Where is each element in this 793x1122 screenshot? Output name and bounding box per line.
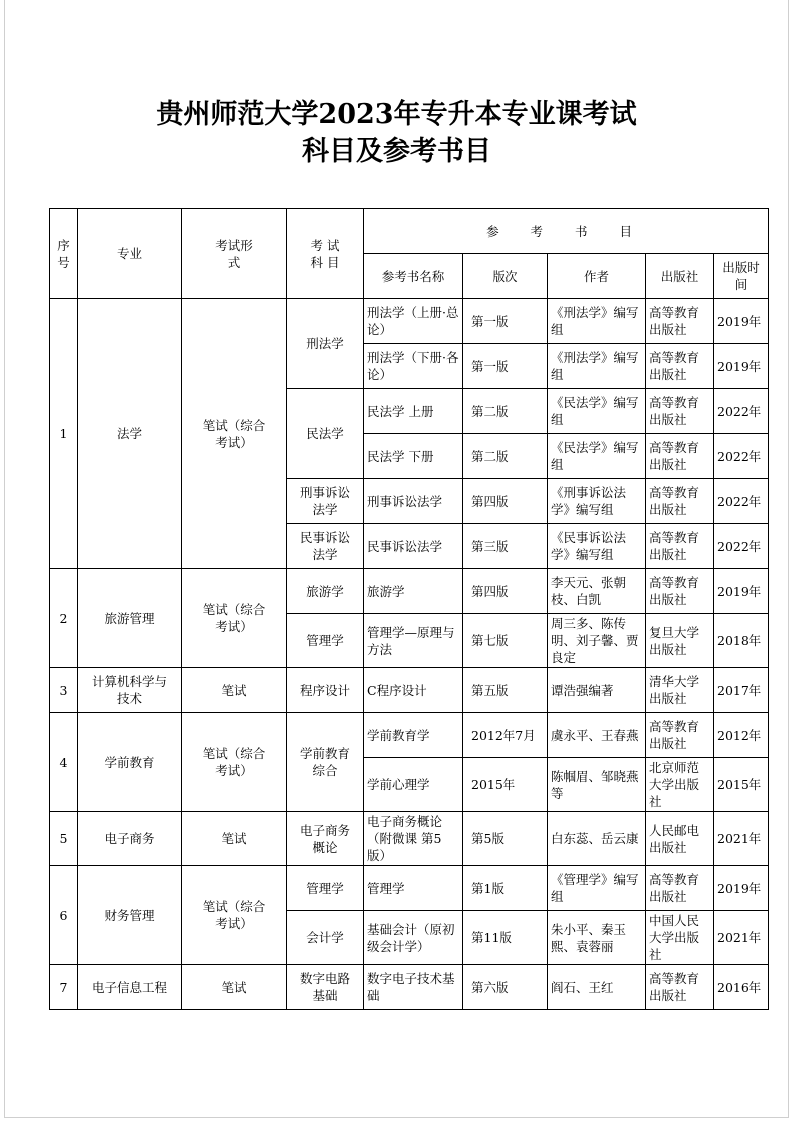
table-row xyxy=(50,965,769,1010)
pub-time-cell: 2019年 xyxy=(714,299,769,344)
exam-form-cell: 笔试 xyxy=(182,965,287,1010)
major-cell: 学前教育 xyxy=(78,713,182,812)
seq-cell: 6 xyxy=(50,866,78,965)
publisher-cell: 高等教育出版社 xyxy=(646,344,714,389)
book-name-cell: 电子商务概论（附微课 第5版） xyxy=(364,812,463,866)
book-name-cell: 学前教育学 xyxy=(364,713,463,758)
exam-form-cell: 笔试 xyxy=(182,812,287,866)
edition-cell: 第七版 xyxy=(463,614,548,668)
pub-time-cell: 2019年 xyxy=(714,344,769,389)
header-book-name: 参考书名称 xyxy=(364,254,463,299)
seq-cell: 1 xyxy=(50,299,78,569)
book-name-cell: 基础会计（原初级会计学） xyxy=(364,911,463,965)
table-row xyxy=(50,812,769,866)
header-pub-time: 出版时间 xyxy=(714,254,769,299)
header-exam-form: 考试形式 xyxy=(182,209,287,299)
exam-subject-cell: 学前教育综合 xyxy=(287,713,364,812)
pub-time-cell: 2021年 xyxy=(714,812,769,866)
pub-time-cell: 2022年 xyxy=(714,389,769,434)
exam-subject-cell: 电子商务概论 xyxy=(287,812,364,866)
author-cell: 《民事诉讼法学》编写组 xyxy=(548,524,646,569)
author-cell: 虞永平、王春燕 xyxy=(548,713,646,758)
author-cell: 《民法学》编写组 xyxy=(548,434,646,479)
exam-subject-cell: 数字电路基础 xyxy=(287,965,364,1010)
major-cell: 法学 xyxy=(78,299,182,569)
title-line-2: 科目及参考书目 xyxy=(302,136,491,167)
edition-cell: 2015年 xyxy=(463,758,548,812)
page-title xyxy=(0,96,793,170)
exam-form-cell: 笔试（综合考试） xyxy=(182,299,287,569)
publisher-cell: 高等教育出版社 xyxy=(646,524,714,569)
exam-form-cell: 笔试（综合考试） xyxy=(182,569,287,668)
major-cell: 电子信息工程 xyxy=(78,965,182,1010)
table-row xyxy=(50,713,769,758)
book-name-cell: 旅游学 xyxy=(364,569,463,614)
edition-cell: 第5版 xyxy=(463,812,548,866)
publisher-cell: 清华大学出版社 xyxy=(646,668,714,713)
edition-cell: 第三版 xyxy=(463,524,548,569)
publisher-cell: 高等教育出版社 xyxy=(646,434,714,479)
book-name-cell: 刑事诉讼法学 xyxy=(364,479,463,524)
exam-subject-cell: 民法学 xyxy=(287,389,364,479)
edition-cell: 第四版 xyxy=(463,479,548,524)
seq-cell: 4 xyxy=(50,713,78,812)
seq-cell: 3 xyxy=(50,668,78,713)
edition-cell: 第六版 xyxy=(463,965,548,1010)
header-edition: 版次 xyxy=(463,254,548,299)
publisher-cell: 高等教育出版社 xyxy=(646,713,714,758)
book-name-cell: 民法学 下册 xyxy=(364,434,463,479)
publisher-cell: 中国人民大学出版社 xyxy=(646,911,714,965)
major-cell: 计算机科学与技术 xyxy=(78,668,182,713)
major-cell: 电子商务 xyxy=(78,812,182,866)
table-row xyxy=(50,299,769,344)
pub-time-cell: 2022年 xyxy=(714,479,769,524)
pub-time-cell: 2019年 xyxy=(714,569,769,614)
exam-subject-cell: 管理学 xyxy=(287,614,364,668)
exam-subject-cell: 旅游学 xyxy=(287,569,364,614)
publisher-cell: 高等教育出版社 xyxy=(646,479,714,524)
book-name-cell: 刑法学（下册·各论） xyxy=(364,344,463,389)
publisher-cell: 复旦大学出版社 xyxy=(646,614,714,668)
exam-form-cell: 笔试（综合考试） xyxy=(182,866,287,965)
publisher-cell: 高等教育出版社 xyxy=(646,389,714,434)
book-name-cell: 数字电子技术基础 xyxy=(364,965,463,1010)
edition-cell: 第二版 xyxy=(463,389,548,434)
publisher-cell: 高等教育出版社 xyxy=(646,965,714,1010)
book-name-cell: 民法学 上册 xyxy=(364,389,463,434)
exam-subject-cell: 程序设计 xyxy=(287,668,364,713)
seq-cell: 5 xyxy=(50,812,78,866)
book-name-cell: 管理学 xyxy=(364,866,463,911)
author-cell: 陈帼眉、邹晓燕等 xyxy=(548,758,646,812)
header-publisher: 出版社 xyxy=(646,254,714,299)
book-name-cell: C程序设计 xyxy=(364,668,463,713)
exam-subject-cell: 管理学 xyxy=(287,866,364,911)
book-name-cell: 民事诉讼法学 xyxy=(364,524,463,569)
pub-time-cell: 2016年 xyxy=(714,965,769,1010)
author-cell: 《刑事诉讼法学》编写组 xyxy=(548,479,646,524)
exam-subject-cell: 刑法学 xyxy=(287,299,364,389)
book-name-cell: 学前心理学 xyxy=(364,758,463,812)
table-row xyxy=(50,569,769,614)
author-cell: 《管理学》编写组 xyxy=(548,866,646,911)
author-cell: 周三多、陈传明、刘子馨、贾良定 xyxy=(548,614,646,668)
publisher-cell: 人民邮电出版社 xyxy=(646,812,714,866)
exam-subject-cell: 会计学 xyxy=(287,911,364,965)
author-cell: 谭浩强编著 xyxy=(548,668,646,713)
author-cell: 《民法学》编写组 xyxy=(548,389,646,434)
author-cell: 阎石、王红 xyxy=(548,965,646,1010)
exam-form-cell: 笔试 xyxy=(182,668,287,713)
seq-cell: 7 xyxy=(50,965,78,1010)
table-row xyxy=(50,866,769,911)
header-row-1 xyxy=(50,209,769,254)
seq-cell: 2 xyxy=(50,569,78,668)
author-cell: 《刑法学》编写组 xyxy=(548,344,646,389)
pub-time-cell: 2022年 xyxy=(714,434,769,479)
edition-cell: 第一版 xyxy=(463,344,548,389)
edition-cell: 第五版 xyxy=(463,668,548,713)
exam-form-cell: 笔试（综合考试） xyxy=(182,713,287,812)
table-row xyxy=(50,668,769,713)
exam-subject-cell: 刑事诉讼法学 xyxy=(287,479,364,524)
header-exam-subject: 考 试 科 目 xyxy=(287,209,364,299)
author-cell: 李天元、张朝枝、白凯 xyxy=(548,569,646,614)
edition-cell: 2012年7月 xyxy=(463,713,548,758)
pub-time-cell: 2018年 xyxy=(714,614,769,668)
book-name-cell: 刑法学（上册·总论） xyxy=(364,299,463,344)
reference-book-table xyxy=(49,208,769,1010)
author-cell: 白东蕊、岳云康 xyxy=(548,812,646,866)
publisher-cell: 高等教育出版社 xyxy=(646,299,714,344)
major-cell: 财务管理 xyxy=(78,866,182,965)
author-cell: 朱小平、秦玉熙、袁蓉丽 xyxy=(548,911,646,965)
publisher-cell: 高等教育出版社 xyxy=(646,866,714,911)
edition-cell: 第二版 xyxy=(463,434,548,479)
publisher-cell: 北京师范大学出版社 xyxy=(646,758,714,812)
edition-cell: 第四版 xyxy=(463,569,548,614)
pub-time-cell: 2021年 xyxy=(714,911,769,965)
edition-cell: 第11版 xyxy=(463,911,548,965)
author-cell: 《刑法学》编写组 xyxy=(548,299,646,344)
major-cell: 旅游管理 xyxy=(78,569,182,668)
edition-cell: 第一版 xyxy=(463,299,548,344)
pub-time-cell: 2012年 xyxy=(714,713,769,758)
header-seq: 序号 xyxy=(50,209,78,299)
pub-time-cell: 2017年 xyxy=(714,668,769,713)
book-name-cell: 管理学—原理与方法 xyxy=(364,614,463,668)
exam-subject-cell: 民事诉讼法学 xyxy=(287,524,364,569)
header-major: 专业 xyxy=(78,209,182,299)
edition-cell: 第1版 xyxy=(463,866,548,911)
pub-time-cell: 2019年 xyxy=(714,866,769,911)
header-author: 作者 xyxy=(548,254,646,299)
header-ref-books: 参 考 书 目 xyxy=(364,209,769,254)
publisher-cell: 高等教育出版社 xyxy=(646,569,714,614)
title-line-1: 贵州师范大学2023年专升本专业课考试 xyxy=(156,99,637,130)
pub-time-cell: 2015年 xyxy=(714,758,769,812)
pub-time-cell: 2022年 xyxy=(714,524,769,569)
